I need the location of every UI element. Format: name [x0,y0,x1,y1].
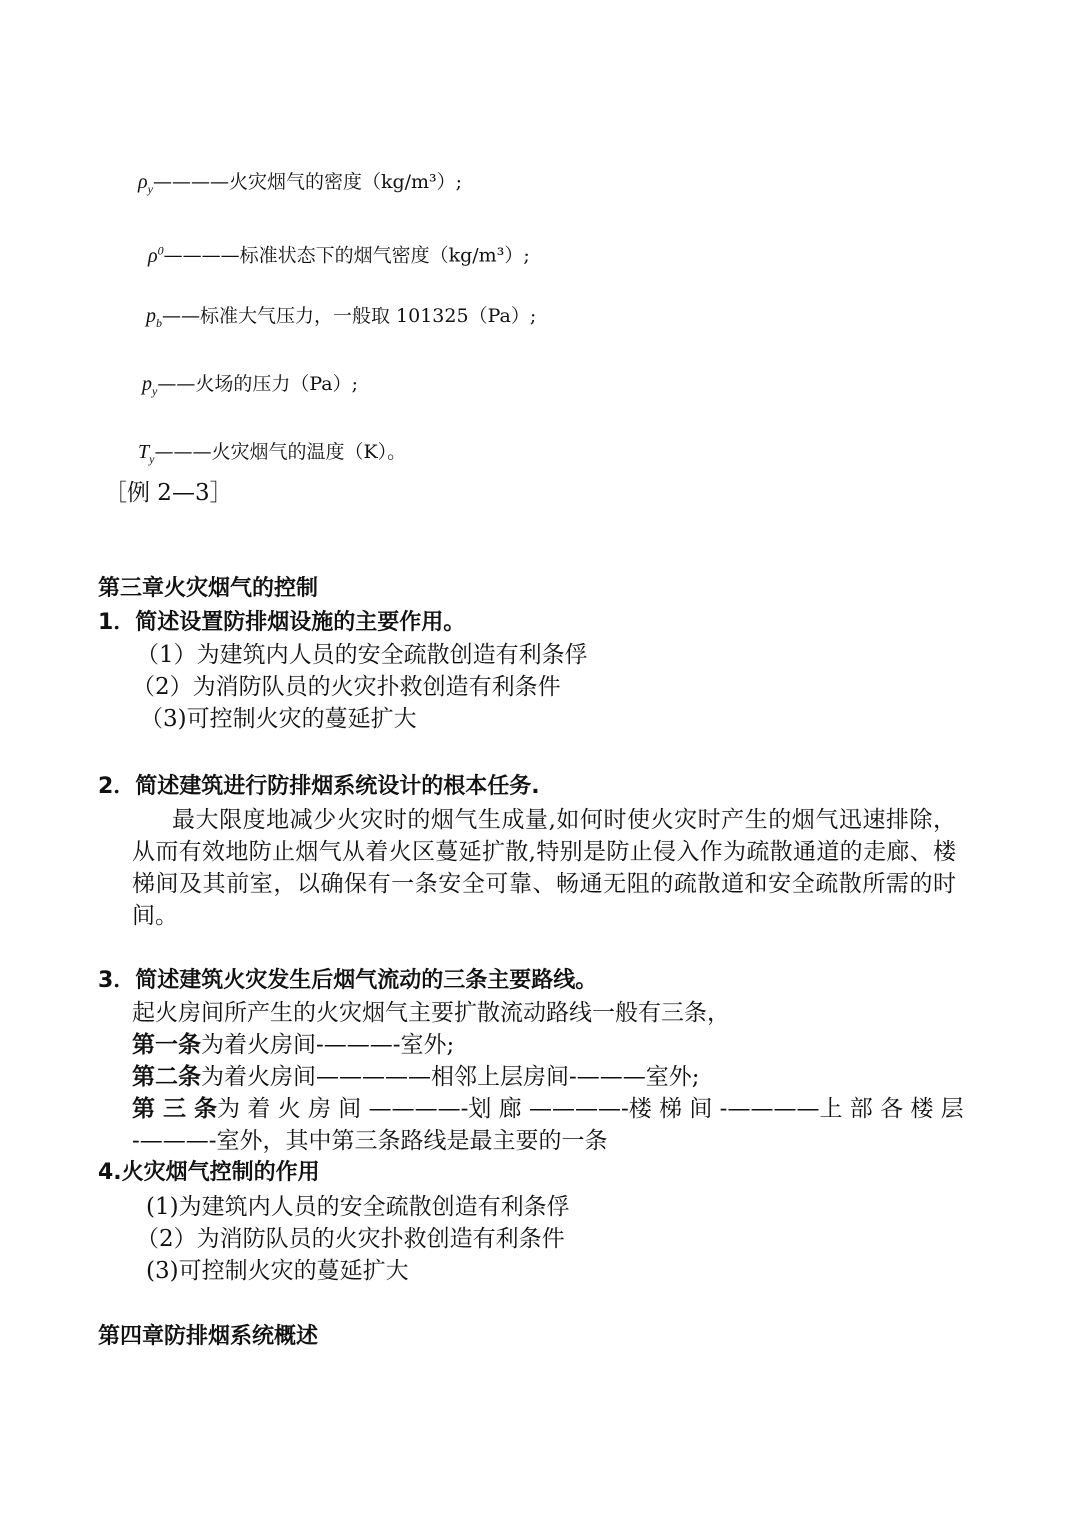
definition-t-y: $T_y———$火灾烟气的温度（K）。 [138,441,407,466]
symbol-t-y: $T_y$ [138,441,155,466]
q3-continuation: -———-室外，其中第三条路线是最主要的一条 [132,1128,608,1154]
symbol-p-b: $p_b$ [146,305,162,330]
q3-route-3 [132,1094,964,1124]
q3-route-2 [132,1062,700,1092]
route-1-label: 第一条 [132,1031,201,1058]
q1-question: 1．简述设置防排烟设施的主要作用。 [98,610,466,635]
definition-p-y: $p_y——$火场的压力（Pa）; [142,373,358,398]
q2-answer: 最大限度地减少火灾时的烟气生成量,如何时使火灾时产生的烟气迅速排除，从而有效地防止烟气从着火区蔓延扩散,特别是防止侵入作为疏散通道的走廊、楼梯间及其前室，以确保有一条安全可靠、畅通无阻的疏散道和安全疏散所需的时间。 [132,807,956,929]
route-2-text: 为着火房间—————相邻上层房间-———室外; [201,1064,700,1090]
chapter3-title: 第三章火灾烟气的控制 [98,576,319,601]
example-label: ［例 2—3］ [104,480,233,506]
symbol-rho-0: $\rho^0$ [148,243,164,267]
q4-answer-3: (3)可控制火灾的蔓延扩大 [146,1258,409,1284]
chapter4-title: 第四章防排烟系统概述 [98,1324,319,1349]
q4-answer-2: （2）为消防队员的火灾扑救创造有利条件 [136,1226,565,1252]
q4-question: 4.火灾烟气控制的作用 [98,1160,320,1185]
q1-answer-3: （3)可控制火灾的蔓延扩大 [140,706,417,732]
q4-answer-1: (1)为建筑内人员的安全疏散创造有利条俘 [146,1194,570,1220]
route-2-label: 第二条 [132,1063,201,1090]
definition-rho-0: $\rho^0————$标准状态下的烟气密度（kg/m³）; [148,243,530,267]
q1-answer-2: （2）为消防队员的火灾扑救创造有利条件 [132,674,561,700]
symbol-rho-y: $\rho_y$ [138,171,153,196]
route-1-text: 为着火房间-———-室外; [201,1032,455,1058]
q1-answer-1: （1）为建筑内人员的安全疏散创造有利条俘 [136,642,588,668]
definition-p-b: $p_b——$标准大气压力，一般取 101325（Pa）; [146,305,537,330]
q3-intro: 起火房间所产生的火灾烟气主要扩散流动路线一般有三条， [132,1000,730,1026]
definition-rho-y: $\rho_y————$火灾烟气的密度（kg/m³）; [138,171,463,196]
q3-question: 3．简述建筑火灾发生后烟气流动的三条主要路线。 [98,968,598,993]
symbol-p-y: $p_y$ [142,373,158,398]
q2-question: 2．简述建筑进行防排烟系统设计的根本任务. [98,774,540,799]
route-3-label: 第 三 条 [132,1095,218,1122]
q3-route-1 [132,1030,454,1060]
route-3-text: 为 着 火 房 间 ————-划 廊 ————-楼 梯 间 -————上 部 各 楼 层 [217,1096,964,1122]
